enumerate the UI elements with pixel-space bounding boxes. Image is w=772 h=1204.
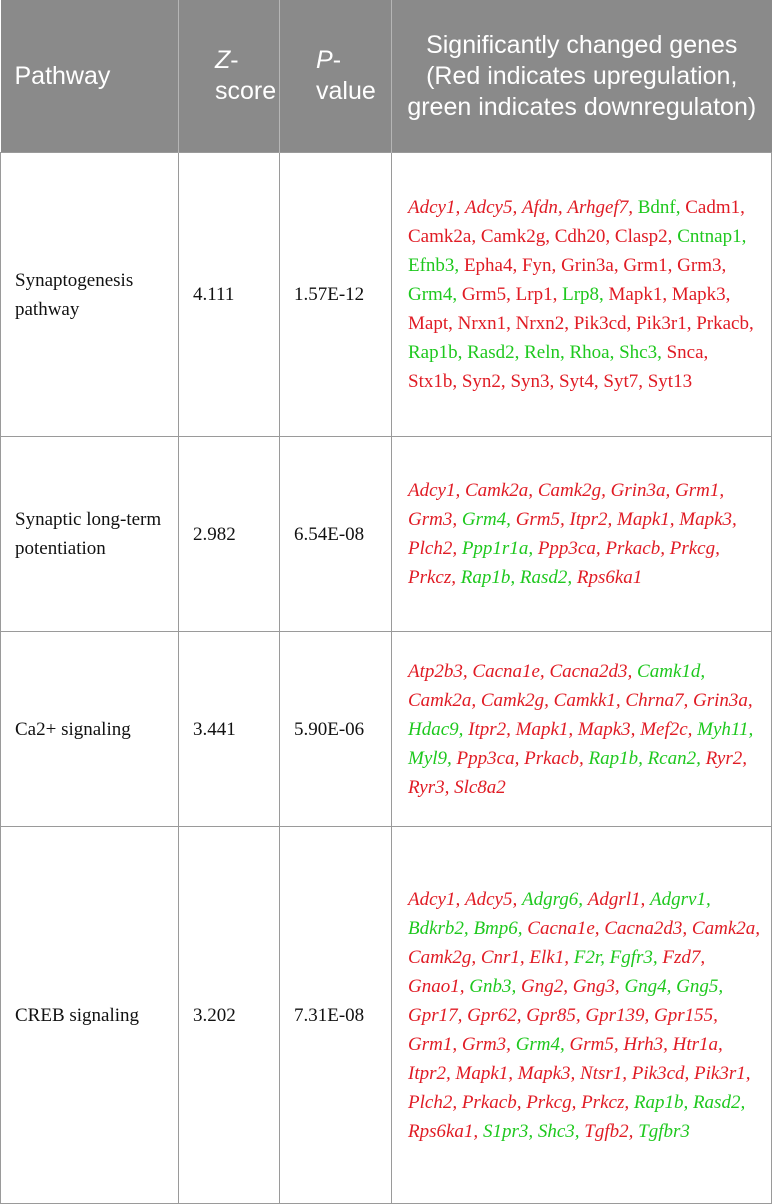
gene-upregulated: Gpr139,	[585, 1004, 650, 1026]
gene-upregulated: Prkcg,	[669, 538, 720, 559]
gene-upregulated: Gpr85,	[526, 1004, 581, 1026]
gene-downregulated: Bmp6,	[473, 917, 523, 939]
gene-upregulated: Grin3a,	[561, 255, 619, 276]
z-score: 2.982	[179, 437, 280, 632]
gene-downregulated: Rap1b,	[460, 567, 516, 588]
gene-upregulated: Ntsr1,	[580, 1062, 628, 1084]
header-z-rest: -score	[215, 46, 277, 105]
gene-upregulated: Prkcz,	[581, 1091, 630, 1113]
gene-downregulated: Hdac9,	[408, 718, 464, 740]
gene-upregulated: Ryr3,	[408, 776, 450, 798]
gene-downregulated: Bdkrb2,	[408, 917, 469, 939]
gene-upregulated: Clasp2,	[614, 226, 673, 247]
gene-upregulated: Gng3,	[572, 975, 620, 997]
gene-downregulated: Lrp8,	[562, 284, 604, 305]
gene-upregulated: Itpr2,	[408, 1062, 451, 1084]
gene-downregulated: Grm4,	[515, 1033, 565, 1055]
gene-upregulated: Pik3cd,	[573, 313, 632, 334]
gene-upregulated: Mapt,	[408, 313, 453, 334]
gene-list	[392, 153, 772, 437]
gene-upregulated: Gpr17,	[408, 1004, 463, 1026]
gene-list	[392, 632, 772, 827]
gene-upregulated: Adcy1,	[408, 197, 461, 218]
gene-upregulated: Grm3,	[408, 509, 458, 530]
gene-upregulated: Mapk3,	[577, 718, 636, 740]
gene-upregulated: Cdh20,	[554, 226, 611, 247]
gene-upregulated: Afdn,	[521, 197, 563, 218]
gene-upregulated: Cacna2d3,	[604, 917, 688, 939]
gene-downregulated: Grm4,	[408, 284, 458, 305]
gene-upregulated: Prkacb,	[696, 313, 754, 334]
gene-upregulated: Mapk3,	[671, 284, 731, 305]
p-value: 5.90E-06	[280, 632, 392, 827]
gene-downregulated: Cntnap1,	[677, 226, 747, 247]
header-z-italic: Z	[215, 46, 231, 74]
z-score: 3.441	[179, 632, 280, 827]
z-score: 3.202	[179, 827, 280, 1204]
gene-upregulated: Grm5,	[569, 1033, 619, 1055]
gene-downregulated: Ppp1r1a,	[461, 538, 534, 559]
gene-downregulated: Rcan2,	[647, 747, 701, 769]
gene-downregulated: Grm4,	[461, 509, 511, 530]
gene-upregulated: Camk2a,	[408, 226, 477, 247]
pathway-name: Ca2+ signaling	[1, 632, 179, 827]
gene-downregulated: Rap1b,	[588, 747, 643, 769]
header-p-value	[280, 0, 392, 153]
gene-downregulated: Rhoa,	[569, 342, 615, 363]
gene-upregulated: Syt7,	[603, 371, 643, 392]
gene-upregulated: Lrp1,	[515, 284, 558, 305]
gene-upregulated: Adcy1,	[408, 480, 461, 501]
gene-upregulated: Atp2b3,	[408, 660, 468, 682]
gene-downregulated: Adgrg6,	[521, 888, 584, 910]
gene-upregulated: Itpr2,	[468, 718, 511, 740]
gene-upregulated: Htr1a,	[672, 1033, 723, 1055]
table-row	[1, 437, 772, 632]
gene-upregulated: Gnao1,	[408, 975, 465, 997]
gene-upregulated: Ppp3ca,	[537, 538, 601, 559]
gene-upregulated: Stx1b,	[408, 371, 458, 392]
gene-upregulated: Camk2g,	[480, 226, 550, 247]
gene-upregulated: Fyn,	[521, 255, 557, 276]
gene-upregulated: Plch2,	[408, 538, 458, 559]
gene-downregulated: Camk1d,	[637, 660, 706, 682]
gene-list	[392, 437, 772, 632]
table-row	[1, 827, 772, 1204]
gene-upregulated: Prkcg,	[526, 1091, 577, 1113]
gene-upregulated: Fzd7,	[662, 946, 706, 968]
header-p-italic: P	[316, 46, 333, 74]
gene-downregulated: Efnb3,	[408, 255, 460, 276]
gene-downregulated: Gng5,	[676, 975, 724, 997]
gene-downregulated: S1pr3,	[482, 1120, 534, 1142]
gene-upregulated: Chrna7,	[625, 689, 689, 711]
gene-upregulated: Pik3cd,	[631, 1062, 690, 1084]
p-value: 1.57E-12	[280, 153, 392, 437]
gene-downregulated: Rasd2,	[519, 567, 573, 588]
gene-upregulated: Ppp3ca,	[456, 747, 520, 769]
gene-upregulated: Rps6ka1,	[408, 1120, 479, 1142]
gene-upregulated: Grm1,	[408, 1033, 458, 1055]
gene-upregulated: Cacna1e,	[472, 660, 545, 682]
gene-upregulated: Pik3r1,	[694, 1062, 751, 1084]
gene-upregulated: Pik3r1,	[636, 313, 692, 334]
gene-upregulated: Grm5,	[515, 509, 565, 530]
gene-upregulated: Adcy5,	[464, 197, 518, 218]
gene-upregulated: Prkacb,	[524, 747, 584, 769]
gene-upregulated: Camk2a,	[464, 480, 534, 501]
gene-downregulated: Adgrv1,	[650, 888, 711, 910]
gene-downregulated: Rap1b,	[633, 1091, 689, 1113]
header-p-rest: -value	[316, 46, 376, 105]
p-value: 7.31E-08	[280, 827, 392, 1204]
gene-downregulated: Shc3,	[619, 342, 662, 363]
gene-upregulated: Cnr1,	[480, 946, 525, 968]
gene-upregulated: Grm5,	[461, 284, 511, 305]
gene-upregulated: Mapk1,	[455, 1062, 514, 1084]
gene-upregulated: Nrxn2,	[515, 313, 569, 334]
gene-upregulated: Adcy1,	[408, 888, 461, 910]
gene-upregulated: Tgfb2,	[584, 1120, 634, 1142]
gene-upregulated: Cadm1,	[685, 197, 745, 218]
gene-upregulated: Camk2g,	[480, 689, 549, 711]
gene-upregulated: Camk2a,	[408, 689, 477, 711]
gene-downregulated: Reln,	[524, 342, 565, 363]
gene-upregulated: Camk2a,	[691, 917, 760, 939]
gene-upregulated: Mapk3,	[679, 509, 737, 530]
gene-upregulated: Grm3,	[461, 1033, 511, 1055]
gene-upregulated: Camk2g,	[537, 480, 606, 501]
gene-upregulated: Gpr62,	[467, 1004, 522, 1026]
pathway-name: Synaptic long-term potentiation	[1, 437, 179, 632]
gene-upregulated: Ryr2,	[705, 747, 747, 769]
gene-upregulated: Epha4,	[463, 255, 518, 276]
gene-upregulated: Camk2g,	[408, 946, 477, 968]
gene-upregulated: Prkacb,	[605, 538, 665, 559]
gene-upregulated: Cacna1e,	[527, 917, 600, 939]
gene-upregulated: Gng2,	[520, 975, 568, 997]
gene-downregulated: Gnb3,	[469, 975, 517, 997]
gene-upregulated: Prkcz,	[408, 567, 457, 588]
table-row	[1, 153, 772, 437]
gene-upregulated: Snca,	[666, 342, 709, 363]
gene-upregulated: Syn2,	[461, 371, 506, 392]
pathway-name: Synaptogenesis pathway	[1, 153, 179, 437]
gene-upregulated: Mapk1,	[515, 718, 574, 740]
gene-upregulated: Adcy5,	[464, 888, 518, 910]
gene-upregulated: Arhgef7,	[567, 197, 633, 218]
gene-upregulated: Mef2c,	[640, 718, 693, 740]
gene-upregulated: Itpr2,	[569, 509, 613, 530]
header-row	[1, 0, 772, 153]
z-score: 4.111	[179, 153, 280, 437]
gene-upregulated: Syt4,	[559, 371, 599, 392]
gene-upregulated: Grm3,	[677, 255, 727, 276]
gene-downregulated: Shc3,	[537, 1120, 580, 1142]
gene-upregulated: Elk1,	[529, 946, 569, 968]
p-value: 6.54E-08	[280, 437, 392, 632]
gene-upregulated: Grin3a,	[693, 689, 753, 711]
gene-upregulated: Grm1,	[675, 480, 725, 501]
gene-upregulated: Nrxn1,	[457, 313, 511, 334]
gene-downregulated: F2r,	[573, 946, 605, 968]
gene-upregulated: Hrh3,	[623, 1033, 668, 1055]
gene-upregulated: Slc8a2	[454, 776, 506, 798]
gene-downregulated: Rap1b,	[408, 342, 463, 363]
gene-upregulated: Mapk3,	[517, 1062, 576, 1084]
gene-upregulated: Prkacb,	[461, 1091, 522, 1113]
gene-upregulated: Rps6ka1	[576, 567, 643, 588]
header-pathway: Pathway	[1, 0, 179, 153]
gene-downregulated: Fgfr3,	[609, 946, 658, 968]
gene-downregulated: Gng4,	[624, 975, 672, 997]
gene-upregulated: Camkk1,	[553, 689, 621, 711]
header-z-score	[179, 0, 280, 153]
gene-upregulated: Adgrl1,	[587, 888, 646, 910]
gene-upregulated: Mapk1,	[617, 509, 675, 530]
gene-downregulated: Rasd2,	[692, 1091, 746, 1113]
gene-downregulated: Tgfbr3	[638, 1120, 690, 1142]
gene-list	[392, 827, 772, 1204]
table-row	[1, 632, 772, 827]
gene-upregulated: Cacna2d3,	[549, 660, 633, 682]
gene-upregulated: Syt13	[647, 371, 693, 392]
gene-downregulated: Bdnf,	[637, 197, 681, 218]
header-genes: Significantly changed genes (Red indicates upregulation, green indicates downregulaton)	[392, 0, 772, 153]
gene-upregulated: Syn3,	[510, 371, 555, 392]
gene-upregulated: Mapk1,	[608, 284, 668, 305]
gene-downregulated: Myh11,	[697, 718, 754, 740]
pathway-name: CREB signaling	[1, 827, 179, 1204]
gene-downregulated: Rasd2,	[467, 342, 520, 363]
gene-upregulated: Plch2,	[408, 1091, 458, 1113]
gene-upregulated: Grm1,	[623, 255, 673, 276]
gene-upregulated: Gpr155,	[654, 1004, 718, 1026]
gene-downregulated: Myl9,	[408, 747, 452, 769]
gene-upregulated: Grin3a,	[610, 480, 671, 501]
